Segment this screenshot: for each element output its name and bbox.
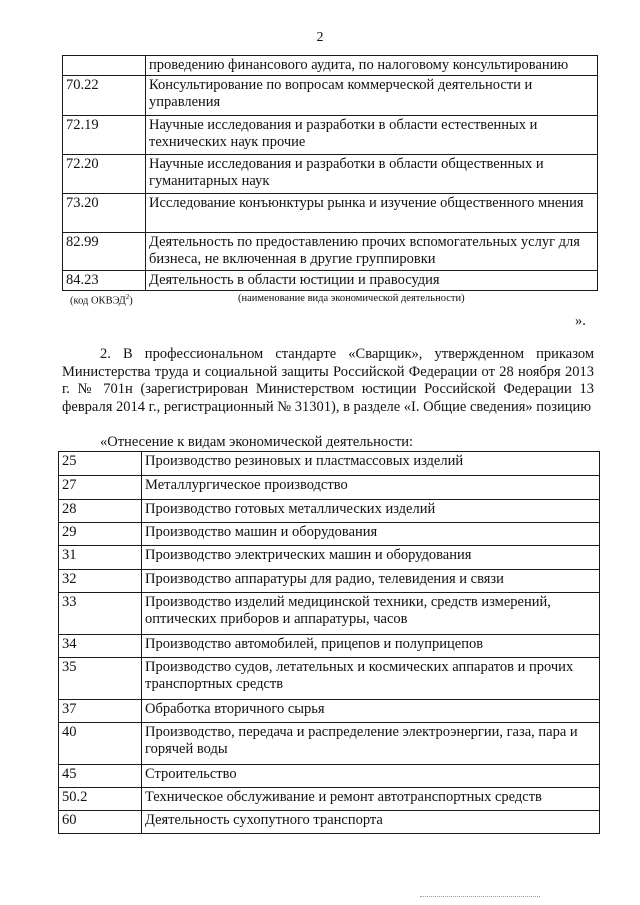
activity-name-cell: Деятельность сухопутного транспорта	[142, 811, 600, 834]
table-row	[59, 788, 600, 811]
activity-name-cell: Научные исследования и разработки в области естественных и технических наук прочие	[146, 116, 598, 155]
table-row	[59, 700, 600, 723]
table-row	[59, 452, 600, 476]
activity-name-cell: Производство, передача и распределение электроэнергии, газа, пара и горячей воды	[142, 723, 600, 765]
okved-code-cell: 84.23	[63, 271, 146, 291]
activity-name-cell: Обработка вторичного сырья	[142, 700, 600, 723]
okved-code-cell	[63, 56, 146, 76]
okved-table-welder	[58, 451, 600, 834]
table-row	[63, 155, 598, 194]
table-row	[63, 194, 598, 233]
okved-code-cell: 37	[59, 700, 142, 723]
activity-name-cell: Производство судов, летательных и космических аппаратов и прочих транспортных средств	[142, 658, 600, 700]
okved-code-cell: 31	[59, 546, 142, 570]
okved-table-continued	[62, 55, 598, 291]
activity-name-cell: Техническое обслуживание и ремонт автотранспортных средств	[142, 788, 600, 811]
okved-code-cell: 70.22	[63, 76, 146, 116]
table-row	[59, 546, 600, 570]
activity-name-cell: Производство готовых металлических изделий	[142, 500, 600, 523]
position-lead-in: «Отнесение к видам экономической деятельности:	[100, 434, 414, 450]
table-row	[59, 635, 600, 658]
activity-name-cell: Деятельность по предоставлению прочих вспомогательных услуг для бизнеса, не включенная в другие группировки	[146, 233, 598, 271]
table-row	[59, 811, 600, 834]
table-row	[63, 271, 598, 291]
activity-name-cell: Производство изделий медицинской техники, средств измерений, оптических приборов и аппаратуры, часов	[142, 593, 600, 635]
table-row	[63, 233, 598, 271]
okved-code-cell: 72.19	[63, 116, 146, 155]
okved-code-cell: 72.20	[63, 155, 146, 194]
activity-name-cell: Производство резиновых и пластмассовых изделий	[142, 452, 600, 476]
okved-code-cell: 32	[59, 570, 142, 593]
okved-code-cell: 50.2	[59, 788, 142, 811]
activity-name-cell: Производство электрических машин и оборудования	[142, 546, 600, 570]
activity-name-cell: Производство аппаратуры для радио, телевидения и связи	[142, 570, 600, 593]
activity-name-cell: Исследование конъюнктуры рынка и изучение общественного мнения	[146, 194, 598, 233]
table-row	[59, 765, 600, 788]
table-row	[59, 723, 600, 765]
okved-code-cell: 35	[59, 658, 142, 700]
table-row	[63, 56, 598, 76]
okved-code-cell: 29	[59, 523, 142, 546]
activity-name-cell: Деятельность в области юстиции и правосудия	[146, 271, 598, 291]
table-row	[59, 570, 600, 593]
okved-code-cell: 27	[59, 476, 142, 500]
okved-code-cell: 40	[59, 723, 142, 765]
table-row	[59, 593, 600, 635]
okved-code-cell: 33	[59, 593, 142, 635]
table-row	[59, 500, 600, 523]
activity-name-cell: Производство автомобилей, прицепов и полуприцепов	[142, 635, 600, 658]
closing-quote: ».	[575, 313, 586, 329]
activity-name-cell: Металлургическое производство	[142, 476, 600, 500]
amendment-paragraph: 2. В профессиональном стандарте «Сварщик», утвержденном приказом Министерства труда и социальной защиты Российской Федерации от 28 ноября 2013 г. № 701н (зарегистрирован Министерством юстиции Российской Федерации 13 февраля 2014 г., регистрационный № 31301), в разделе «I. Общие сведения» позицию	[62, 346, 594, 415]
scan-artifact	[420, 896, 540, 898]
okved-code-cell: 34	[59, 635, 142, 658]
activity-name-cell: Научные исследования и разработки в области общественных и гуманитарных наук	[146, 155, 598, 194]
activity-name-cell: Производство машин и оборудования	[142, 523, 600, 546]
activity-name-cell: проведению финансового аудита, по налоговому консультированию	[146, 56, 598, 76]
activity-name-cell: Консультирование по вопросам коммерческой деятельности и управления	[146, 76, 598, 116]
okved-code-caption: (код ОКВЭД$^2$)	[70, 293, 133, 307]
table-row	[63, 76, 598, 116]
okved-code-cell: 45	[59, 765, 142, 788]
okved-code-cell: 82.99	[63, 233, 146, 271]
table-row	[59, 476, 600, 500]
activity-name-caption: (наименование вида экономической деятельности)	[238, 293, 465, 304]
activity-name-cell: Строительство	[142, 765, 600, 788]
table-row	[59, 658, 600, 700]
okved-code-cell: 28	[59, 500, 142, 523]
okved-code-cell: 73.20	[63, 194, 146, 233]
page-number: 2	[316, 30, 324, 45]
okved-code-cell: 60	[59, 811, 142, 834]
table-row	[63, 116, 598, 155]
table-row	[59, 523, 600, 546]
okved-code-cell: 25	[59, 452, 142, 476]
